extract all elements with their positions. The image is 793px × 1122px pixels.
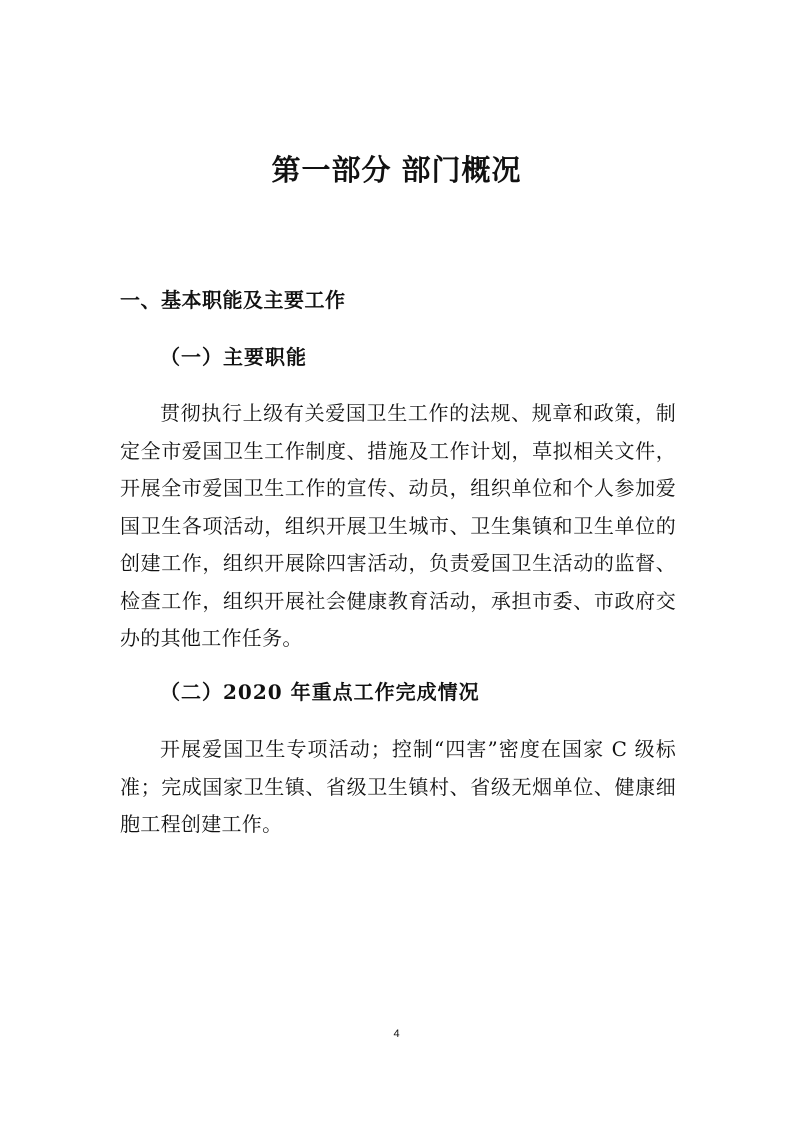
page-title [0, 150, 793, 190]
subsection-heading-main-functions: （一）主要职能 [160, 345, 307, 369]
title-part-two: 部门概况 [401, 153, 522, 187]
subsection-heading-key-work-2020: （二）2020 年重点工作完成情况 [160, 680, 480, 704]
title-part-one: 第一部分 [271, 153, 392, 187]
main-functions-paragraph: 贯彻执行上级有关爱国卫生工作的法规、规章和政策，制定全市爱国卫生工作制度、措施及工作计划，草拟相关文件，开展全市爱国卫生工作的宣传、动员，组织单位和个人参加爱国卫生各项活动，组织开展卫生城市、卫生集镇和卫生单位的创建工作，组织开展除四害活动，负责爱国卫生活动的监督、检查工作，组织开展社会健康教育活动，承担市委、市政府交办的其他工作任务。 [120, 401, 676, 650]
section-heading-basic-functions: 一、基本职能及主要工作 [120, 288, 346, 312]
page-number: 4 [393, 1028, 400, 1040]
key-work-paragraph: 开展爱国卫生专项活动；控制“四害”密度在国家 C 级标准；完成国家卫生镇、省级卫生镇村、省级无烟单位、健康细胞工程创建工作。 [120, 737, 676, 836]
